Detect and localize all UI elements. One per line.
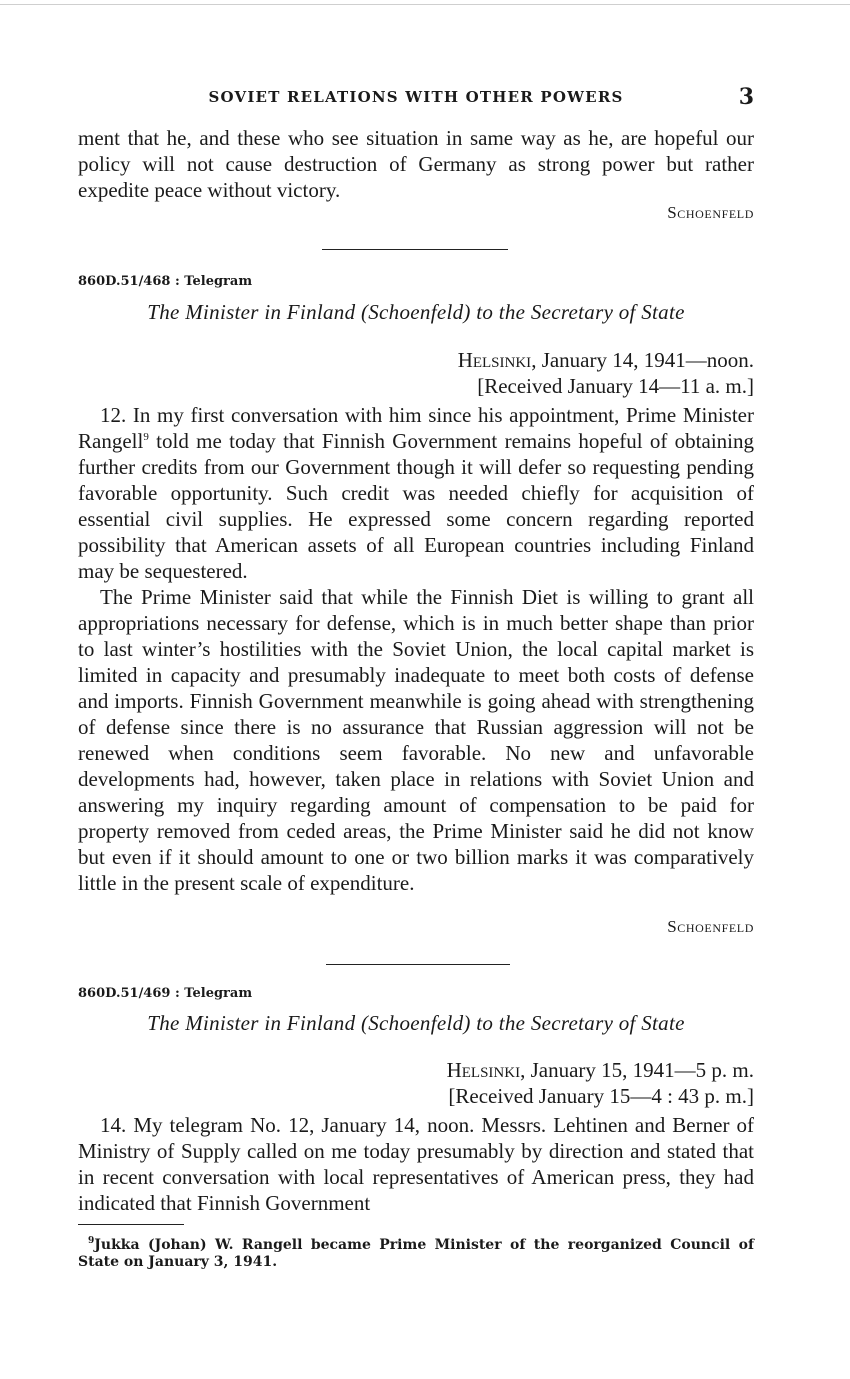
paragraph-text: told me today that Finnish Government remains hopeful of obtaining further credits from our Government though it will defer so requesting pending favorable opportunity. Such credit was needed chiefly for acquisition of essential civil supplies. He expressed some concern regarding reported possibility that American assets of all European countries including Finland may be sequestered. <box>78 429 754 583</box>
section-divider <box>326 964 510 965</box>
dateline-place: Helsinki <box>457 348 532 372</box>
paragraph <box>78 402 754 584</box>
top-edge-rule <box>0 4 850 5</box>
running-title: SOVIET RELATIONS WITH OTHER POWERS <box>208 88 624 106</box>
dateline-place: Helsinki <box>446 1058 521 1082</box>
dateline <box>78 1057 754 1083</box>
signature: Schoenfeld <box>667 203 754 222</box>
paragraph-text: 12. In my first conversation with him since his appointment, Prime Minister Rangell <box>78 403 754 453</box>
document-title: The Minister in Finland (Schoenfeld) to the Secretary of State <box>147 300 685 324</box>
dateline-date: , January 15, 1941—5 p. m. <box>520 1058 754 1082</box>
continuation-paragraph: ment that he, and these who see situation in same way as he, are hopeful our policy will not cause destruction of Germany as strong power but rather expedite peace without victory. <box>78 126 754 202</box>
received-line: [Received January 14—11 a. m.] <box>477 374 754 398</box>
file-reference: 860D.51/469 : Telegram <box>78 986 253 1001</box>
footnote-text: Jukka (Johan) W. Rangell became Prime Minister of the reorganized Council of State on January 3, 1941. <box>78 1237 754 1270</box>
footnote-mark: 9 <box>88 1236 95 1246</box>
signature: Schoenfeld <box>667 917 754 936</box>
paragraph: 14. My telegram No. 12, January 14, noon. Messrs. Lehtinen and Berner of Ministry of Supply called on me today presumably by direction and stated that in recent conversation with local representatives of American press, they had indicated that Finnish Government <box>78 1113 754 1215</box>
received-line: [Received January 15—4 : 43 p. m.] <box>448 1084 754 1108</box>
footnote-rule <box>78 1224 184 1225</box>
paragraph: The Prime Minister said that while the Finnish Diet is willing to grant all appropriations necessary for defense, which is in much better shape than prior to last winter’s hostilities with the Soviet Union, the local capital market is limited in capacity and presumably inadequate to meet both costs of defense and imports. Finnish Government meanwhile is going ahead with strengthening of defense since there is no assurance that Russian aggression will not be renewed when conditions seem favorable. No new and unfavorable developments had, however, taken place in relations with Soviet Union and answering my inquiry regarding amount of compensation to be paid for property removed from ceded areas, the Prime Minister said he did not know but even if it should amount to one or two billion marks it was comparatively little in the present scale of expenditure. <box>78 585 754 895</box>
dateline-date: , January 14, 1941—noon. <box>531 348 754 372</box>
footnote <box>78 1237 754 1271</box>
document-title: The Minister in Finland (Schoenfeld) to the Secretary of State <box>147 1011 685 1035</box>
page-number: 3 <box>738 84 754 110</box>
running-head <box>78 84 754 108</box>
footnote-reference: 9 <box>143 431 149 443</box>
section-divider <box>322 249 508 250</box>
dateline <box>78 347 754 373</box>
file-reference: 860D.51/468 : Telegram <box>78 274 253 289</box>
